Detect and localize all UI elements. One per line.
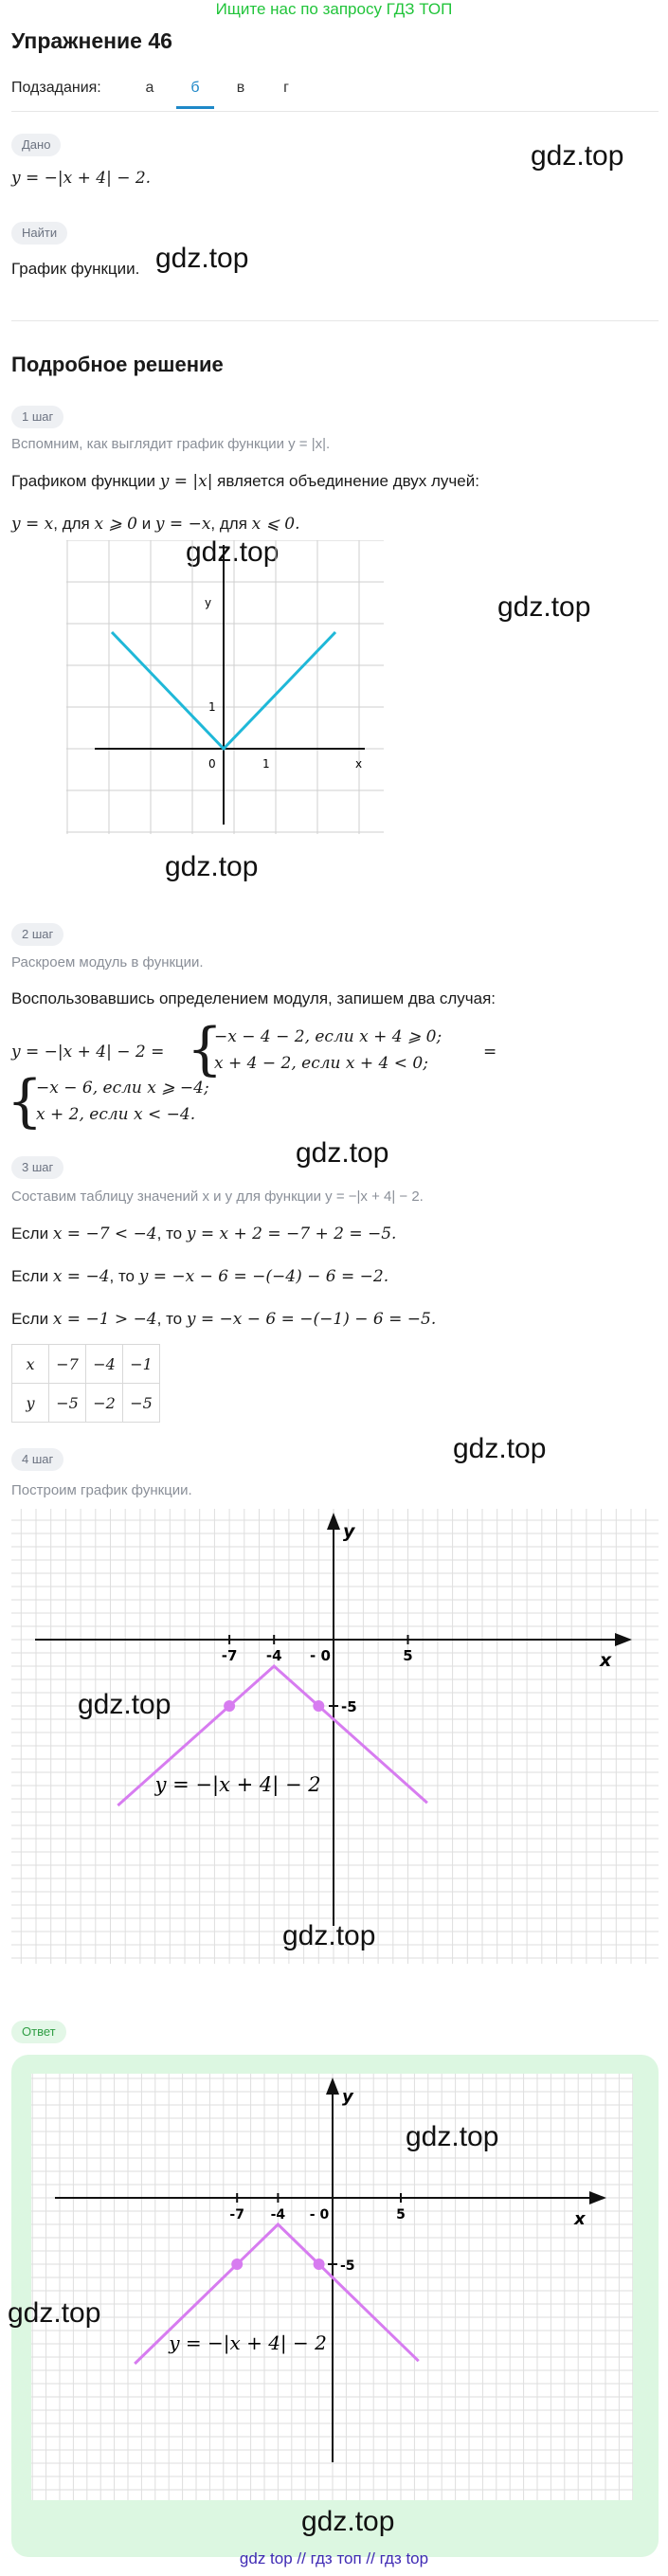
solution-title: Подробное решение	[11, 353, 224, 376]
ray-text: , для	[53, 515, 90, 533]
x-axis-label: x	[574, 2209, 586, 2229]
y-tick-1: 1	[208, 700, 216, 714]
tab-g[interactable]: г	[283, 80, 289, 96]
graph-svg	[31, 2074, 633, 2500]
y-tick-label: -5	[340, 2259, 355, 2274]
step2-lhs: y = −|x + 4| − 2 =	[11, 1043, 165, 1061]
step3-line-1	[11, 1225, 396, 1243]
active-tab-indicator	[176, 106, 214, 109]
table-cell: −4	[86, 1345, 123, 1384]
x-tick-label: - 0	[310, 1647, 331, 1664]
tab-a[interactable]: а	[145, 80, 154, 96]
line-result: y = −x − 6 = −(−4) − 6 = −2.	[138, 1267, 389, 1286]
step4-pill: 4 шаг	[11, 1448, 63, 1471]
watermark: gdz.top	[301, 2506, 395, 2537]
point-minus7	[224, 1700, 235, 1712]
x-tick-label: -7	[221, 1647, 238, 1664]
line-word: Если	[11, 1225, 49, 1243]
step2-text: Воспользовавшись определением модуля, запишем два случая:	[11, 989, 496, 1007]
step3-line-2	[11, 1267, 388, 1286]
table-cell: −7	[49, 1345, 86, 1384]
point-minus1	[313, 1700, 324, 1712]
ray-condition: x ⩾ 0	[94, 515, 137, 534]
answer-graph	[31, 2074, 633, 2500]
table-cell: −2	[86, 1384, 123, 1423]
table-row	[12, 1384, 160, 1423]
ray-condition: x ⩽ 0.	[251, 515, 300, 534]
x-axis-arrow	[589, 2191, 606, 2204]
watermark: gdz.top	[497, 591, 591, 623]
x-tick-label: -4	[265, 1647, 282, 1664]
line-result: y = −x − 6 = −(−1) − 6 = −5.	[186, 1310, 437, 1329]
watermark: gdz.top	[531, 140, 624, 172]
step2-pill: 2 шаг	[11, 923, 63, 946]
x-tick-label: -4	[270, 2207, 286, 2222]
watermark: gdz.top	[165, 851, 259, 882]
divider	[11, 320, 659, 321]
table-cell: −5	[49, 1384, 86, 1423]
brace: {	[187, 1016, 224, 1082]
watermark: gdz.top	[186, 536, 280, 568]
answer-pill: Ответ	[11, 2021, 66, 2043]
step3-muted: Составим таблицу значений x и y для функции y = −|x + 4| − 2.	[11, 1188, 424, 1205]
watermark: gdz.top	[155, 243, 249, 274]
tab-v[interactable]: в	[236, 80, 245, 96]
watermark: gdz.top	[282, 1920, 376, 1951]
step2-muted: Раскроем модуль в функции.	[11, 954, 204, 971]
step1-rays	[11, 515, 300, 534]
y-tick-label: -5	[341, 1698, 357, 1715]
case-1: −x − 4 − 2, если x + 4 ⩾ 0;	[214, 1027, 442, 1046]
line-word: , то	[156, 1310, 183, 1328]
origin-label: 0	[208, 757, 216, 771]
line-word: , то	[156, 1225, 183, 1243]
find-pill: Найти	[11, 222, 67, 245]
graph-svg	[11, 1509, 659, 1964]
watermark: gdz.top	[406, 2121, 499, 2152]
graph-grid	[66, 540, 384, 834]
table-cell: −1	[123, 1345, 160, 1384]
line-word: , то	[109, 1267, 135, 1285]
watermark: gdz.top	[8, 2297, 101, 2329]
step1-pill: 1 шаг	[11, 406, 63, 428]
watermark: gdz.top	[453, 1433, 547, 1464]
x-axis-arrow	[615, 1633, 632, 1646]
ray-formula: y = −x	[154, 515, 211, 534]
page-title: Упражнение 46	[11, 28, 172, 53]
find-text: График функции.	[11, 260, 140, 278]
watermark: gdz.top	[296, 1137, 389, 1169]
subtasks-label: Подзадания:	[11, 80, 101, 96]
tab-b[interactable]: б	[190, 80, 200, 96]
x-tick-label: 5	[396, 2207, 406, 2222]
equals: =	[483, 1043, 497, 1061]
graph-grid	[11, 1509, 659, 1964]
line-result: y = x + 2 = −7 + 2 = −5.	[186, 1225, 397, 1243]
table-cell: x	[12, 1345, 49, 1384]
case-4: x + 2, если x < −4.	[36, 1105, 196, 1124]
given-pill: Дано	[11, 134, 61, 156]
table-row	[12, 1345, 160, 1384]
line-condition: x = −7 < −4	[52, 1225, 157, 1243]
x-tick-label: 5	[403, 1647, 413, 1664]
case-2: x + 4 − 2, если x + 4 < 0;	[214, 1054, 428, 1073]
promo-banner[interactable]: Ищите нас по запросу ГДЗ ТОП	[215, 0, 453, 18]
divider	[11, 111, 659, 112]
step1-text-prefix: Графиком функции	[11, 472, 155, 490]
ray-text: , для	[210, 515, 247, 533]
x-tick-label: - 0	[309, 2207, 330, 2222]
watermark: gdz.top	[78, 1689, 172, 1720]
y-axis-label: y	[205, 596, 212, 609]
y-axis-arrow	[326, 2077, 339, 2095]
x-tick-1: 1	[262, 757, 270, 771]
brace: {	[7, 1068, 44, 1134]
table-cell: −5	[123, 1384, 160, 1423]
step1-text	[11, 472, 479, 491]
line-condition: x = −4	[52, 1267, 110, 1286]
graph-formula: y = −|x + 4| − 2	[169, 2331, 327, 2354]
line-word: Если	[11, 1267, 49, 1285]
step1-text-suffix: является объединение двух лучей:	[217, 472, 479, 490]
step3-pill: 3 шаг	[11, 1156, 63, 1179]
graph-formula: y = −|x + 4| − 2	[154, 1773, 321, 1796]
step4-muted: Построим график функции.	[11, 1482, 192, 1498]
case-3: −x − 6, если x ⩾ −4;	[36, 1079, 209, 1098]
x-tick-label: -7	[229, 2207, 244, 2222]
y-axis-label: y	[343, 1521, 355, 1542]
ray-text: и	[141, 515, 152, 533]
ray-formula: y = x	[11, 515, 54, 534]
values-table	[11, 1344, 160, 1423]
footer-links[interactable]: gdz top // гдз топ // гдз top	[239, 2549, 429, 2567]
step3-line-3	[11, 1310, 436, 1329]
line-word: Если	[11, 1310, 49, 1328]
x-axis-label: x	[600, 1650, 612, 1671]
step1-text-math: y = |x|	[159, 472, 213, 491]
line-condition: x = −1 > −4	[52, 1310, 157, 1329]
table-cell: y	[12, 1384, 49, 1423]
given-formula: y = −|x + 4| − 2.	[11, 169, 152, 188]
abs-graph	[66, 540, 384, 834]
point-minus1	[314, 2259, 325, 2270]
y-axis-label: y	[342, 2087, 353, 2107]
y-axis-arrow	[327, 1513, 340, 1530]
x-axis-label: x	[355, 757, 363, 771]
point-minus7	[231, 2259, 243, 2270]
step1-muted: Вспомним, как выглядит график функции y = |x|.	[11, 436, 331, 452]
function-graph	[11, 1509, 659, 1964]
